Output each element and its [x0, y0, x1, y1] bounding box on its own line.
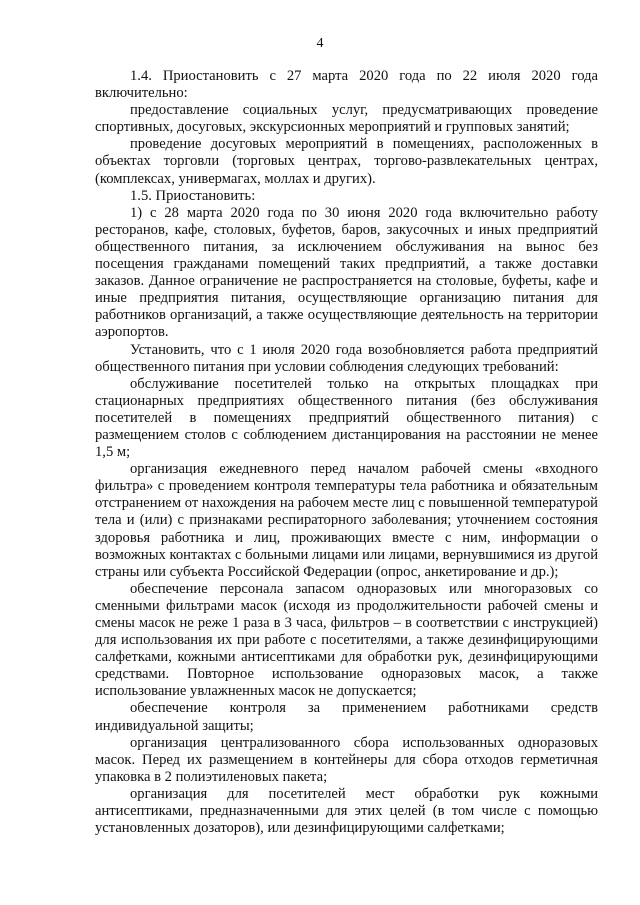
paragraph: 1.5. Приостановить:	[130, 187, 256, 204]
document-body	[95, 68, 598, 837]
paragraph: проведение досуговых мероприятий в помещениях, расположенных в объектах торговли (торговых центрах, торгово-развлекательных центрах, (комплексах, универмагах, моллах и других).	[95, 136, 598, 187]
paragraph: 1) с 28 марта 2020 года по 30 июня 2020 года включительно работу ресторанов, кафе, столовых, буфетов, баров, закусочных и иных предприятий общественного питания, за исключением обслуживания на вынос без посещения гражданами помещений таких предприятий, а также доставки заказов. Данное ограничение не распространяется на столовые, буфеты, кафе и иные предприятия питания, осуществляющие организацию питания для работников организаций, а также осуществляющие деятельность на территории аэропортов.	[95, 204, 598, 341]
paragraph: обслуживание посетителей только на открытых площадках при стационарных предприятиях общественного питания (без обслуживания посетителей в помещениях предприятий общественного питания) с размещением столов с соблюдением дистанцирования на расстоянии не менее 1,5 м;	[95, 375, 598, 461]
paragraph: организация централизованного сбора использованных одноразовых масок. Перед их размещением в контейнеры для сбора отходов герметичная упаковка в 2 полиэтиленовых пакета;	[95, 734, 598, 785]
page-number: 4	[316, 36, 324, 51]
paragraph: организация для посетителей мест обработки рук кожными антисептиками, предназначенными для этих целей (в том числе с помощью установленных дозаторов), или дезинфицирующими салфетками;	[95, 785, 598, 837]
paragraph: Установить, что с 1 июля 2020 года возобновляется работа предприятий общественного питания при условии соблюдения следующих требований:	[95, 341, 598, 375]
paragraph: предоставление социальных услуг, предусматривающих проведение спортивных, досуговых, экскурсионных мероприятий и групповых занятий;	[95, 102, 598, 136]
paragraph: обеспечение контроля за применением работниками средств индивидуальной защиты;	[95, 700, 598, 734]
paragraph: 1.4. Приостановить с 27 марта 2020 года по 22 июля 2020 года включительно:	[95, 68, 598, 102]
paragraph: обеспечение персонала запасом одноразовых или многоразовых со сменными фильтрами масок (исходя из продолжительности рабочей смены и смены масок не реже 1 раза в 3 часа, фильтров – в соответствии с инструкцией) для использования их при работе с посетителями, а также дезинфицирующими салфетками, кожными антисептиками для обработки рук, дезинфицирующими средствами. Повторное использование одноразовых масок, а также использование увлажненных масок не допускается;	[95, 580, 598, 700]
paragraph: организация ежедневного перед началом рабочей смены «входного фильтра» с проведением контроля температуры тела работника и обязательным отстранением от нахождения на рабочем месте лиц с повышенной температурой тела и (или) с признаками респираторного заболевания; уточнением состояния здоровья работника и лиц, проживающих вместе с ним, информации о возможных контактах с больными лицами или лицами, вернувшимися из другой страны или субъекта Российской Федерации (опрос, анкетирование и др.);	[95, 461, 598, 580]
